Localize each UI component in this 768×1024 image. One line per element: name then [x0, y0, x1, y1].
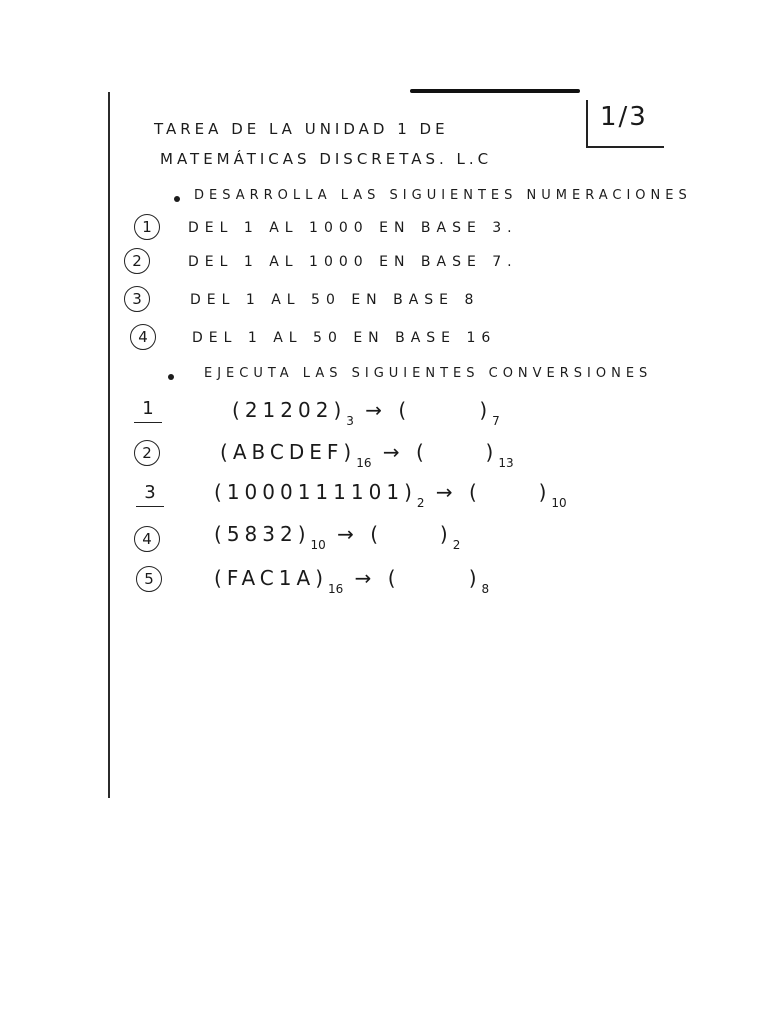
arrow-icon: → [354, 566, 377, 590]
item-number-circle: 4 [134, 526, 160, 552]
handwritten-page [108, 92, 768, 798]
numeration-item: DEL 1 AL 50 EN BASE 16 [192, 330, 497, 346]
conversion-expression: $(5832)_{10}$ → ( )$_2$ [214, 522, 461, 552]
page-number: 1/3 [600, 102, 648, 132]
page-top-edge [410, 89, 580, 93]
item-number-circle: 2 [134, 440, 160, 466]
source-value: FAC1A [226, 566, 316, 590]
title-line-2: MATEMÁTICAS DISCRETAS. L.C [160, 150, 493, 168]
section2-heading: EJECUTA LAS SIGUIENTES CONVERSIONES [204, 366, 653, 381]
item-number-circle: 4 [130, 324, 156, 350]
source-value: ABCDEF [232, 440, 344, 464]
arrow-icon: → [365, 398, 388, 422]
target-base: 10 [551, 496, 567, 510]
arrow-icon: → [382, 440, 405, 464]
arrow-icon: → [435, 480, 458, 504]
source-base: 3 [346, 414, 354, 428]
target-base: 13 [498, 456, 514, 470]
item-number-circle: 2 [124, 248, 150, 274]
numeration-item: DEL 1 AL 1000 EN BASE 3. [188, 220, 518, 236]
source-value: 21202 [244, 398, 334, 422]
numeration-item: DEL 1 AL 1000 EN BASE 7. [188, 254, 518, 270]
conversion-expression: $(FAC1A)_{16}$ → ( )$_8$ [214, 566, 490, 596]
source-base: 10 [310, 538, 326, 552]
conversion-expression: $(ABCDEF)_{16}$ → ( )$_{13}$ [220, 440, 514, 470]
item-number-underlined: 1 [140, 398, 156, 419]
arrow-icon: → [337, 522, 359, 546]
section1-heading: DESARROLLA LAS SIGUIENTES NUMERACIONES [194, 188, 692, 203]
conversion-expression: $(21202)_3$ → ( )$_7$ [232, 398, 500, 428]
item-number-circle: 1 [134, 214, 160, 240]
target-base: 2 [452, 538, 461, 552]
target-base: 8 [481, 582, 490, 596]
item-number-circle: 5 [136, 566, 162, 592]
item-number-circle: 3 [124, 286, 150, 312]
source-base: 16 [356, 456, 372, 470]
source-base: 16 [328, 582, 344, 596]
item-number-underlined: 3 [142, 482, 158, 503]
source-base: 2 [416, 496, 425, 510]
numeration-item: DEL 1 AL 50 EN BASE 8 [190, 292, 480, 308]
source-value: 1000111101 [226, 480, 405, 504]
target-base: 7 [492, 414, 500, 428]
title-line-1: TAREA DE LA UNIDAD 1 DE [154, 120, 449, 138]
bullet-icon [168, 374, 174, 380]
source-value: 5832 [226, 522, 298, 546]
page-number-box [586, 100, 664, 148]
conversion-expression: $(1000111101)_2$ → ( )$_{10}$ [214, 480, 567, 510]
bullet-icon [174, 196, 180, 202]
